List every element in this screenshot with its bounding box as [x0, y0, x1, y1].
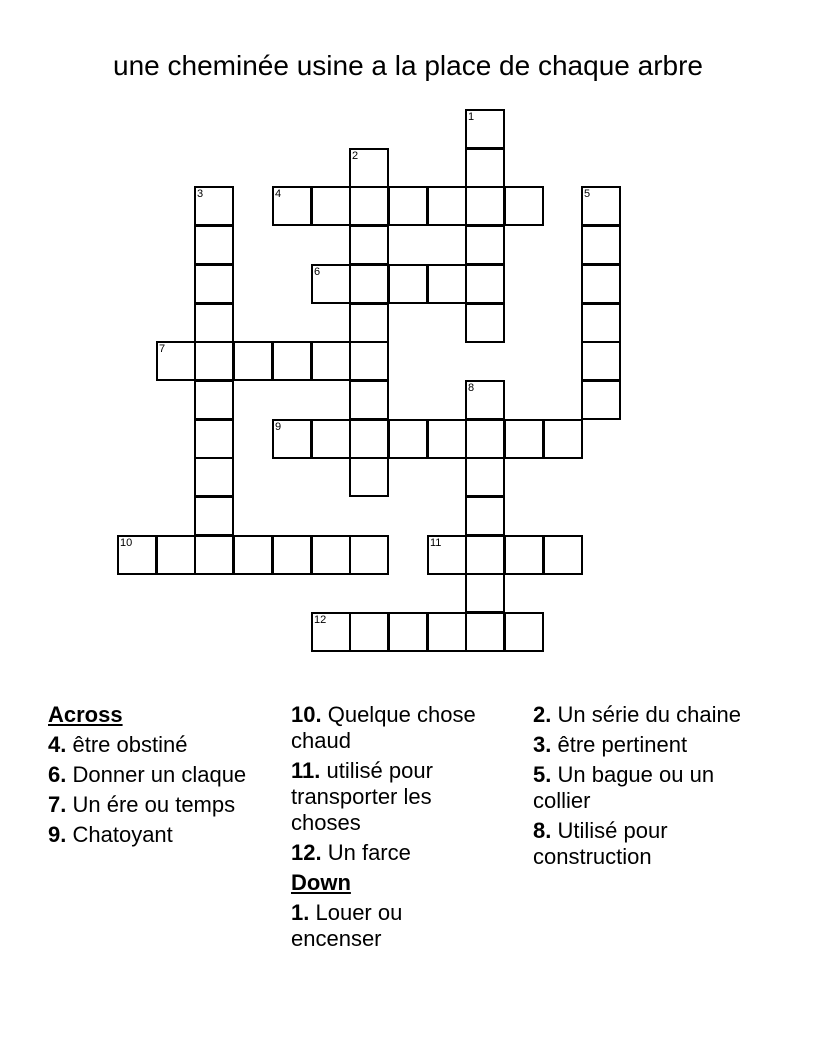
crossword-cell[interactable]	[465, 457, 505, 497]
crossword-cell[interactable]	[388, 419, 428, 459]
cell-number: 10	[120, 537, 133, 549]
crossword-cell[interactable]	[233, 535, 273, 575]
cell-number: 9	[275, 421, 282, 433]
crossword-cell[interactable]	[311, 612, 351, 652]
clue-across-10: 10. Quelque chose chaud	[291, 702, 476, 753]
crossword-cell[interactable]	[194, 264, 234, 304]
crossword-cell[interactable]	[504, 419, 544, 459]
cell-number: 1	[468, 111, 475, 123]
crossword-cell[interactable]	[349, 535, 389, 575]
crossword-cell[interactable]	[349, 341, 389, 381]
crossword-cell[interactable]	[272, 186, 312, 226]
clue-across-11: 11. utilisé pour transporter les choses	[291, 758, 433, 835]
crossword-cell[interactable]	[465, 109, 505, 149]
crossword-cell[interactable]	[504, 612, 544, 652]
crossword-cell[interactable]	[465, 573, 505, 613]
crossword-cell[interactable]	[233, 341, 273, 381]
cell-number: 5	[584, 188, 591, 200]
crossword-cell[interactable]	[194, 496, 234, 536]
crossword-cell[interactable]	[388, 264, 428, 304]
crossword-cell[interactable]	[194, 380, 234, 420]
crossword-cell[interactable]	[427, 264, 467, 304]
crossword-cell[interactable]	[349, 419, 389, 459]
crossword-cell[interactable]	[427, 419, 467, 459]
clue-down-2: 2. Un série du chaine	[533, 702, 741, 727]
crossword-cell[interactable]	[388, 186, 428, 226]
clue-across-9: 9. Chatoyant	[48, 822, 173, 847]
clue-column-3	[533, 702, 743, 874]
crossword-cell[interactable]	[465, 419, 505, 459]
crossword-cell[interactable]	[543, 419, 583, 459]
crossword-cell[interactable]	[194, 457, 234, 497]
crossword-cell[interactable]	[581, 303, 621, 343]
clue-down-5: 5. Un bague ou un collier	[533, 762, 715, 813]
cell-number: 2	[352, 150, 359, 162]
crossword-cell[interactable]	[311, 264, 351, 304]
crossword-cell[interactable]	[388, 612, 428, 652]
crossword-cell[interactable]	[311, 419, 351, 459]
crossword-cell[interactable]	[311, 535, 351, 575]
cell-number: 6	[314, 266, 321, 278]
clue-across-12: 12. Un farce	[291, 840, 411, 865]
crossword-cell[interactable]	[156, 535, 196, 575]
cell-number: 4	[275, 188, 282, 200]
crossword-cell[interactable]	[194, 419, 234, 459]
crossword-cell[interactable]	[117, 535, 157, 575]
down-heading: Down	[291, 870, 351, 895]
crossword-cell[interactable]	[194, 225, 234, 265]
crossword-cell[interactable]	[465, 186, 505, 226]
crossword-cell[interactable]	[349, 612, 389, 652]
crossword-cell[interactable]	[543, 535, 583, 575]
clue-column-2	[291, 702, 491, 956]
clue-down-1: 1. Louer ou encenser	[291, 900, 403, 951]
crossword-cell[interactable]	[311, 186, 351, 226]
crossword-cell[interactable]	[581, 225, 621, 265]
crossword-cell[interactable]	[427, 535, 467, 575]
crossword-cell[interactable]	[465, 148, 505, 188]
crossword-cell[interactable]	[194, 303, 234, 343]
crossword-cell[interactable]	[156, 341, 196, 381]
crossword-cell[interactable]	[504, 186, 544, 226]
clue-down-3: 3. être pertinent	[533, 732, 688, 757]
cell-number: 8	[468, 382, 475, 394]
crossword-cell[interactable]	[581, 186, 621, 226]
clue-across-7: 7. Un ére ou temps	[48, 792, 236, 817]
clue-down-8: 8. Utilisé pour construction	[533, 818, 668, 869]
crossword-cell[interactable]	[465, 225, 505, 265]
crossword-cell[interactable]	[581, 341, 621, 381]
clue-column-1	[48, 702, 288, 852]
crossword-cell[interactable]	[427, 186, 467, 226]
crossword-cell[interactable]	[311, 341, 351, 381]
cell-number: 3	[197, 188, 204, 200]
crossword-cell[interactable]	[581, 380, 621, 420]
page-title: une cheminée usine a la place de chaque arbre	[113, 50, 703, 81]
crossword-cell[interactable]	[349, 148, 389, 188]
crossword-cell[interactable]	[272, 419, 312, 459]
crossword-cell[interactable]	[349, 225, 389, 265]
crossword-cell[interactable]	[465, 535, 505, 575]
crossword-cell[interactable]	[272, 535, 312, 575]
crossword-cell[interactable]	[272, 341, 312, 381]
crossword-cell[interactable]	[504, 535, 544, 575]
cell-number: 12	[314, 614, 327, 626]
crossword-cell[interactable]	[465, 612, 505, 652]
crossword-cell[interactable]	[465, 380, 505, 420]
crossword-cell[interactable]	[349, 457, 389, 497]
crossword-cell[interactable]	[465, 303, 505, 343]
crossword-cell[interactable]	[465, 264, 505, 304]
clue-across-6: 6. Donner un claque	[48, 762, 247, 787]
clue-across-4: 4. être obstiné	[48, 732, 188, 757]
crossword-cell[interactable]	[194, 535, 234, 575]
crossword-cell[interactable]	[194, 186, 234, 226]
cell-number: 7	[159, 343, 166, 355]
crossword-cell[interactable]	[581, 264, 621, 304]
crossword-cell[interactable]	[349, 380, 389, 420]
across-heading: Across	[48, 702, 123, 727]
crossword-cell[interactable]	[194, 341, 234, 381]
cell-number: 11	[430, 537, 442, 549]
crossword-cell[interactable]	[349, 303, 389, 343]
crossword-cell[interactable]	[465, 496, 505, 536]
crossword-cell[interactable]	[349, 264, 389, 304]
crossword-cell[interactable]	[349, 186, 389, 226]
crossword-cell[interactable]	[427, 612, 467, 652]
